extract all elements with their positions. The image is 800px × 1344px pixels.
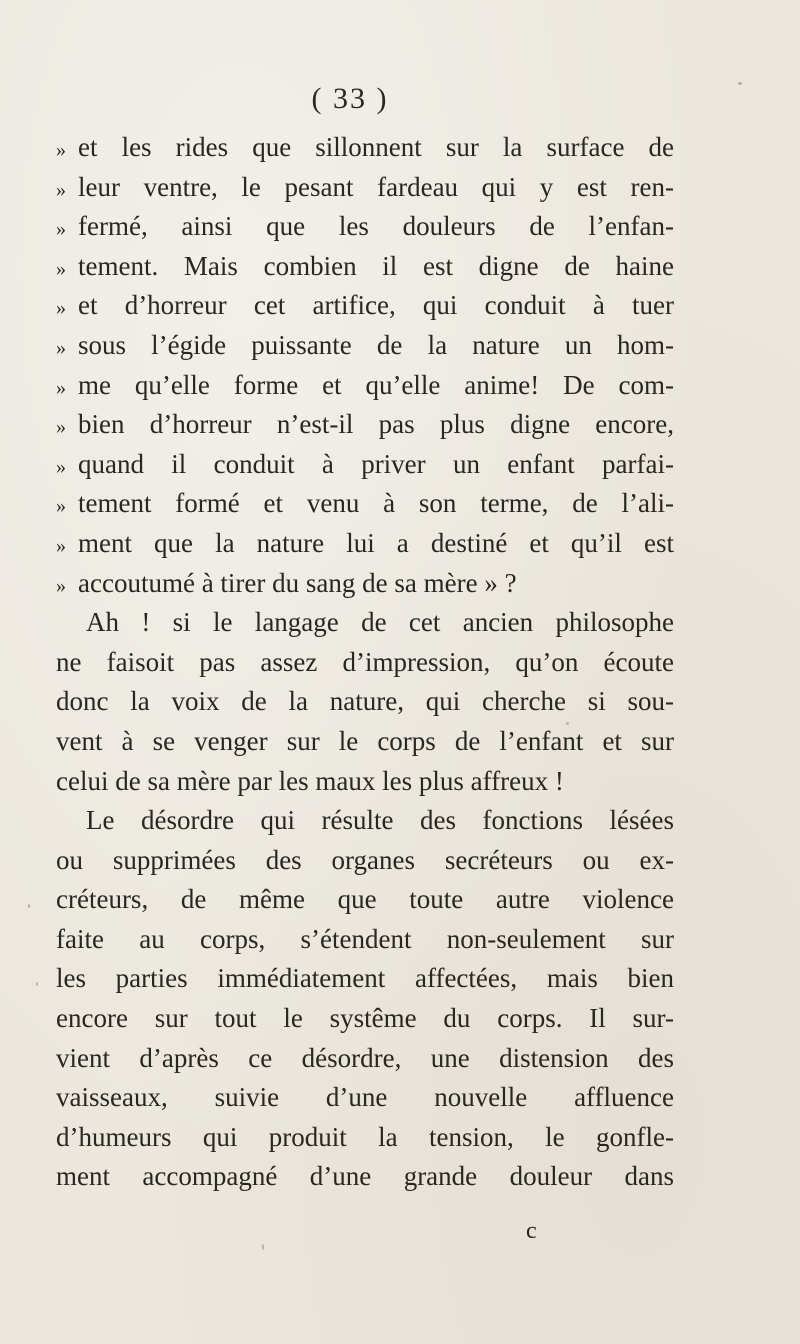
line-text: tement formé et venu à son terme, de l’ali-: [78, 488, 674, 519]
text-line: [56, 1157, 674, 1197]
text-line: [56, 286, 674, 326]
quote-mark: »: [56, 297, 66, 320]
line-text: donc la voix de la nature, qui cherche si sou-: [56, 686, 674, 717]
text-line: [56, 920, 674, 960]
text-line: [56, 207, 674, 247]
quote-mark: »: [56, 574, 66, 597]
line-text: vient d’après ce désordre, une distension des: [56, 1042, 674, 1073]
text-line: [56, 999, 674, 1039]
quote-mark: »: [56, 218, 66, 241]
line-text: sous l’égide puissante de la nature un hom-: [78, 329, 674, 360]
line-text: créteurs, de même que toute autre violence: [56, 884, 674, 915]
quote-mark: »: [56, 336, 66, 359]
line-text: ou supprimées des organes secréteurs ou ex-: [56, 844, 674, 875]
text-line: [56, 682, 674, 722]
line-text: fermé, ainsi que les douleurs de l’enfan-: [78, 211, 674, 242]
line-text: me qu’elle forme et qu’elle anime! De com-: [78, 369, 674, 400]
text-line: [56, 1118, 674, 1158]
line-text: accoutumé à tirer du sang de sa mère » ?: [78, 567, 517, 598]
text-line: [56, 484, 674, 524]
line-text: Le désordre qui résulte des fonctions lésées: [86, 805, 674, 836]
text-line: [56, 564, 674, 604]
quote-mark: »: [56, 178, 66, 201]
line-text: faite au corps, s’étendent non-seulement sur: [56, 923, 674, 954]
text-line: [56, 880, 674, 920]
text-line: [56, 1039, 674, 1079]
quote-mark: »: [56, 534, 66, 557]
quote-mark: »: [56, 257, 66, 280]
quote-mark: »: [56, 416, 66, 439]
line-text: vaisseaux, suivie d’une nouvelle affluence: [56, 1082, 674, 1113]
line-text: tement. Mais combien il est digne de haine: [78, 250, 674, 281]
line-text: Ah ! si le langage de cet ancien philosophe: [86, 607, 674, 638]
text-line: [56, 524, 674, 564]
line-text: encore sur tout le systême du corps. Il sur-: [56, 1003, 674, 1034]
line-text: vent à se venger sur le corps de l’enfant et sur: [56, 725, 674, 756]
text-line: [56, 168, 674, 208]
line-text: les parties immédiatement affectées, mais bien: [56, 963, 674, 994]
text-line: [56, 603, 674, 643]
text-line: [56, 366, 674, 406]
quote-mark: »: [56, 455, 66, 478]
text-line: [56, 643, 674, 683]
text-line: [56, 762, 674, 802]
text-line: [56, 128, 674, 168]
paper-speck: [738, 82, 742, 85]
text-line: [56, 722, 674, 762]
line-text: bien d’horreur n’est-il pas plus digne encore,: [78, 409, 674, 440]
quote-mark: »: [56, 139, 66, 161]
paper-speck: [262, 1244, 264, 1250]
line-text: ment accompagné d’une grande douleur dans: [56, 1161, 674, 1192]
quote-mark: »: [56, 495, 66, 518]
line-text: et les rides que sillonnent sur la surface de: [78, 132, 674, 162]
text-line: [56, 1078, 674, 1118]
text-line: [56, 801, 674, 841]
text-line: [56, 326, 674, 366]
text-line: [56, 247, 674, 287]
paper-speck: [36, 982, 38, 986]
page-number: ( 33 ): [311, 82, 389, 115]
signature-mark: c: [526, 1218, 537, 1244]
text-line: [56, 841, 674, 881]
line-text: quand il conduit à priver un enfant parfai-: [78, 448, 674, 479]
line-text: ment que la nature lui a destiné et qu’il est: [78, 527, 674, 558]
line-text: d’humeurs qui produit la tension, le gonfle-: [56, 1121, 674, 1152]
paper-speck: [566, 722, 569, 725]
line-text: et d’horreur cet artifice, qui conduit à tuer: [78, 290, 674, 321]
quote-mark: »: [56, 376, 66, 399]
text-line: [56, 405, 674, 445]
text-line: [56, 445, 674, 485]
text-block: [56, 128, 674, 1197]
line-text: ne faisoit pas assez d’impression, qu’on écoute: [56, 646, 674, 677]
text-line: [56, 959, 674, 999]
paper-speck: [28, 904, 30, 908]
line-text: leur ventre, le pesant fardeau qui y est ren-: [78, 171, 674, 202]
line-text: celui de sa mère par les maux les plus affreux !: [56, 765, 564, 796]
